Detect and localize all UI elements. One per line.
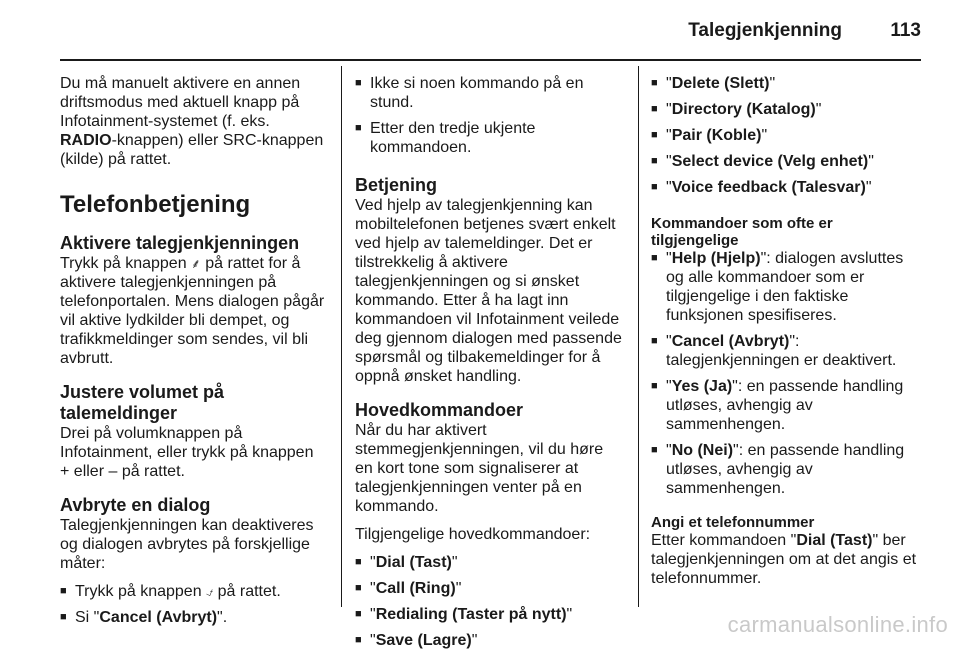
paragraph-betjening: Ved hjelp av talegjenkjenning kan mobiltelefonen betjenes svært enkelt ved hjelp av talemeldinger. Det er tilstrekkelig å aktivere talegjenkjenningen og si ønsket kommando. Etter å ha lagt inn kommandoen vil Infotainment veilede deg gjennom dialogen med passende spørsmål og tilbakemeldinger for å oppnå ønsket handling. (355, 197, 622, 385)
paragraph-hovedkommandoer: Når du har aktivert stemmegjenkjenningen, vil du høre en kort tone som signaliserer at talegjenkjenningen venter på en kommando. (355, 422, 604, 515)
heading-angi: Angi et telefonnummer (651, 514, 815, 531)
list-item: ■ "No (Nei)": en passende handling utløses, avhengig av sammenhengen. (651, 441, 923, 498)
heading-ofte: Kommandoer som ofte er tilgjengelige (651, 215, 833, 249)
hang-up-icon: ⍻ (206, 584, 214, 599)
paragraph-justere: Drei på volumknappen på Infotainment, eller trykk på knappen + eller – på rattet. (60, 425, 314, 480)
heading-avbryte: Avbryte en dialog (60, 495, 211, 515)
list-item: ■ "Voice feedback (Talesvar)" (651, 178, 923, 197)
list-item: ■ "Save (Lagre)" (355, 631, 625, 650)
list-item: ■ Trykk på knappen ⍻ på rattet. (60, 582, 326, 601)
heading-justere: Justere volumet på talemeldinger (60, 382, 225, 423)
list-item: ■ "Select device (Velg enhet)" (651, 152, 923, 171)
header-rule (60, 59, 921, 61)
page-number: 113 (890, 20, 921, 41)
column-divider (341, 66, 342, 607)
column-1 (60, 74, 326, 636)
list-item: ■ "Pair (Koble)" (651, 126, 923, 145)
section-heading-telefonbetjening: Telefonbetjening (60, 191, 251, 218)
heading-hovedkommandoer: Hovedkommandoer (355, 400, 524, 420)
list-common-commands (651, 249, 923, 498)
column-2 (355, 74, 625, 659)
list-item: ■ "Yes (Ja)": en passende handling utløses, avhengig av sammenhengen. (651, 377, 923, 434)
list-item: ■ "Call (Ring)" (355, 579, 625, 598)
list-item: ■ "Delete (Slett)" (651, 74, 923, 93)
list-item: ■ Si "Cancel (Avbryt)". (60, 608, 326, 627)
radio-button-label: RADIO (60, 132, 112, 149)
list-avbryte-cont (355, 74, 625, 157)
list-item: ■ "Dial (Tast)" (355, 553, 625, 572)
list-avbryte (60, 582, 326, 627)
list-item: ■ "Cancel (Avbryt)": talegjenkjenningen er deaktivert. (651, 332, 923, 370)
list-item: ■ "Directory (Katalog)" (651, 100, 923, 119)
page-title: Talegjenkjenning (688, 20, 842, 41)
heading-aktivere: Aktivere talegjenkjenningen (60, 233, 300, 253)
paragraph-aktivere: Trykk på knappen ⸙ på rattet for å aktivere talegjenkjenningen på telefonportalen. Mens dialogen pågår vil aktive lydkilder bli dempet, og trafikkmeldinger som sendes, vil bli avbrutt. (60, 255, 325, 367)
list-item: ■ Ikke si noen kommando på en stund. (355, 74, 625, 112)
paragraph-tilgjengelige: Tilgjengelige hovedkommandoer: (355, 526, 591, 543)
list-main-commands-cont (651, 74, 923, 197)
voice-control-icon: ⸙ (191, 256, 201, 271)
intro-paragraph: Du må manuelt aktivere en annen driftsmodus med aktuell knapp på Infotainment-systemet (f. eks. RADIO-knappen) eller SRC-knappen (kilde) på rattet. (60, 75, 324, 168)
list-item: ■ Etter den tredje ukjente kommandoen. (355, 119, 625, 157)
list-item: ■ "Redialing (Taster på nytt)" (355, 605, 625, 624)
list-main-commands (355, 553, 625, 650)
column-3 (651, 74, 923, 597)
paragraph-angi: Etter kommandoen "Dial (Tast)" ber talegjenkjenningen om at det angis et telefonnummer. (651, 532, 917, 587)
column-divider (638, 66, 639, 607)
heading-betjening: Betjening (355, 175, 438, 195)
page-header (0, 0, 960, 60)
paragraph-avbryte: Talegjenkjenningen kan deaktiveres og dialogen avbrytes på forskjellige måter: (60, 517, 314, 572)
list-item: ■ "Help (Hjelp)": dialogen avsluttes og alle kommandoer som er tilgjengelige i den faktiske funksjonen spesifiseres. (651, 249, 923, 325)
watermark: carmanualsonline.info (727, 612, 948, 637)
